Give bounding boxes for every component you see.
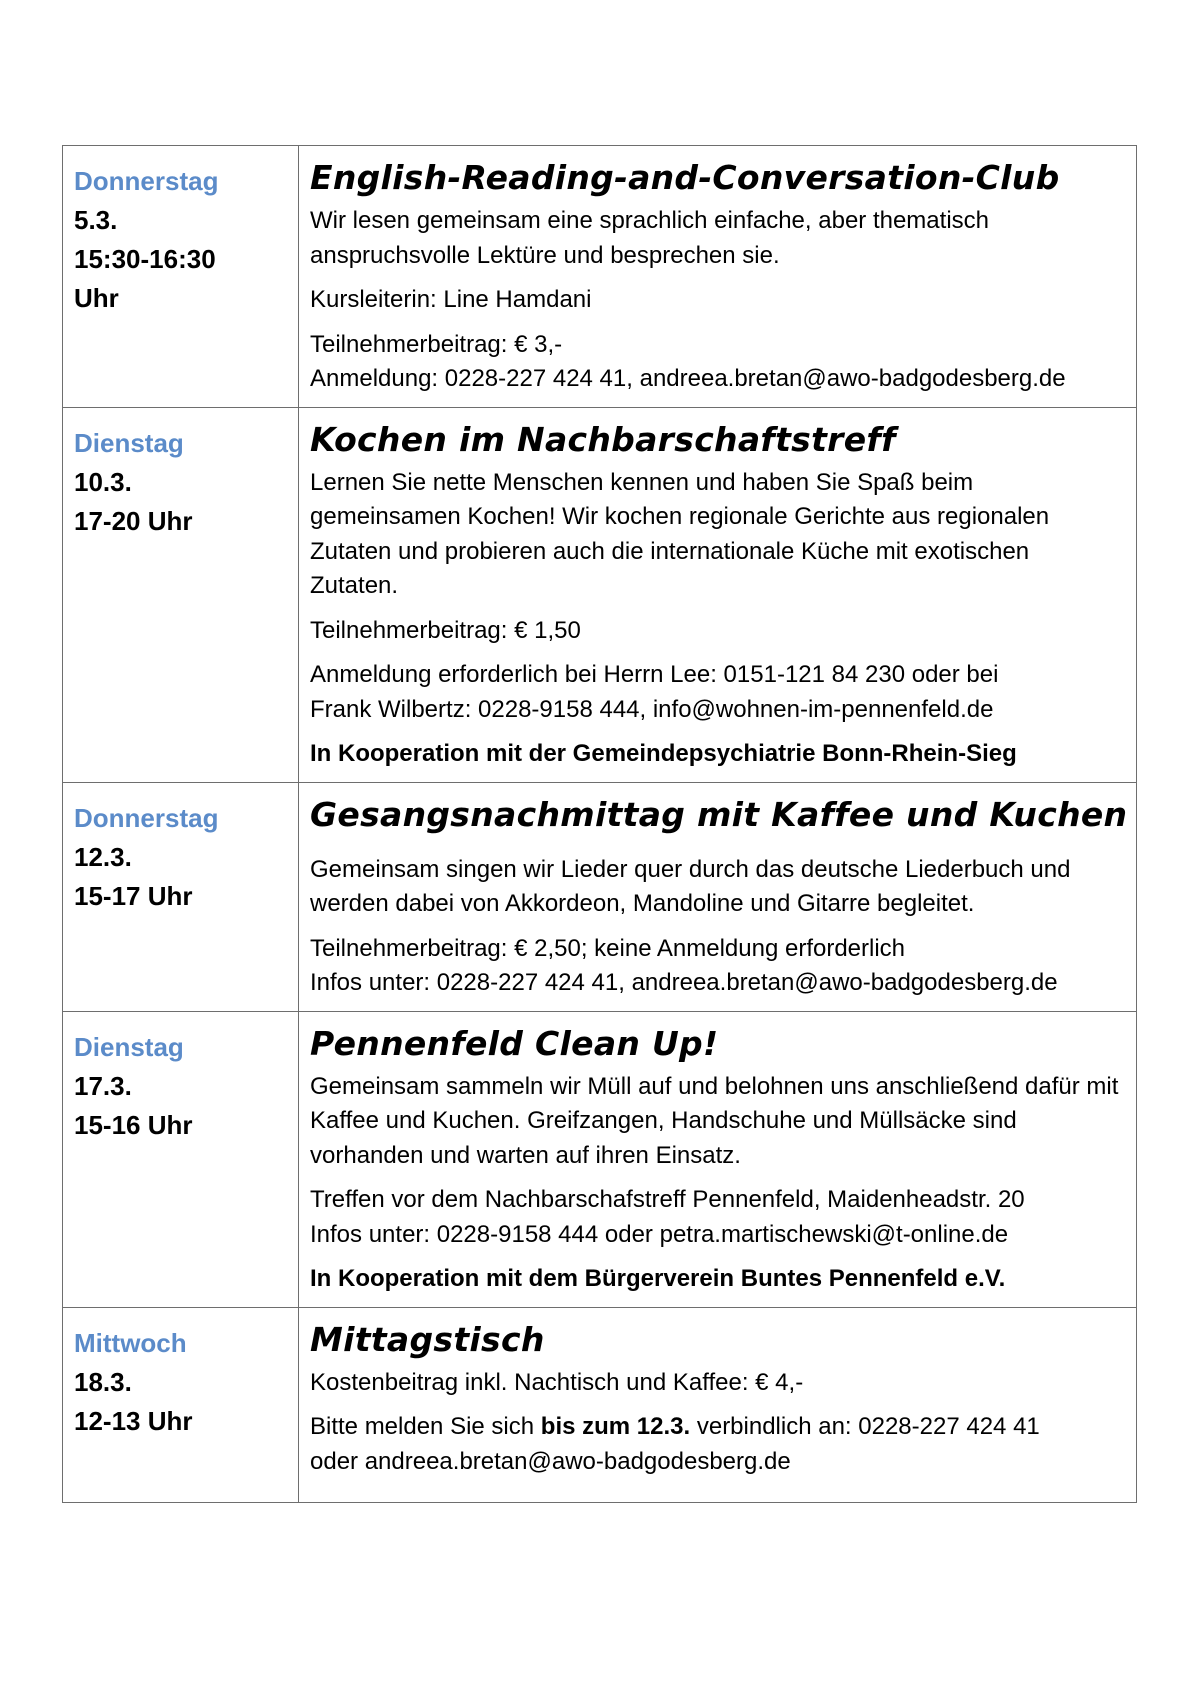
event-signup (310, 1410, 1122, 1445)
event-fee: Teilnehmerbeitrag: € 2,50; keine Anmeldung erforderlich (310, 934, 906, 962)
event-time-suffix: Uhr (74, 283, 119, 313)
event-title: Pennenfeld Clean Up! (310, 1023, 719, 1063)
event-fee: Kostenbeitrag inkl. Nachtisch und Kaffee: € 4,- (310, 1368, 804, 1396)
event-date-cell (63, 1307, 299, 1502)
event-description: Gemeinsam sammeln wir Müll auf und belohnen uns anschließend dafür mit Kaffee und Kuchen. Greifzangen, Handschuhe und Müllsäcke sind vorhanden und warten auf ihren Einsatz. (310, 1072, 1119, 1169)
event-cooperation: In Kooperation mit der Gemeindepsychiatrie Bonn-Rhein-Sieg (310, 740, 1017, 767)
event-details-cell (299, 407, 1137, 782)
event-time: 17-20 Uhr (74, 505, 193, 536)
event-weekday: Dienstag (74, 1031, 184, 1062)
event-row (63, 782, 1137, 1011)
event-contact-continued: Frank Wilbertz: 0228-9158 444, info@wohnen-im-pennenfeld.de (310, 695, 994, 723)
event-leader: Kursleiterin: Line Hamdani (310, 286, 592, 313)
event-date: 10.3. (74, 466, 132, 497)
event-date-cell (63, 1011, 299, 1307)
event-meeting-point: Treffen vor dem Nachbarschafstreff Pennenfeld, Maidenheadstr. 20 (310, 1186, 1025, 1213)
event-weekday: Donnerstag (74, 166, 219, 196)
event-title: Mittagstisch (310, 1319, 545, 1359)
event-signup-email: oder andreea.bretan@awo-badgodesberg.de (310, 1447, 791, 1475)
event-details-cell (299, 146, 1137, 408)
event-description: Gemeinsam singen wir Lieder quer durch das deutsche Liederbuch und werden dabei von Akkordeon, Mandoline und Gitarre begleitet. (310, 855, 1071, 917)
event-fee: Teilnehmerbeitrag: € 1,50 (310, 616, 581, 644)
event-date: 18.3. (74, 1366, 132, 1397)
event-date: 12.3. (74, 841, 132, 872)
event-date: 17.3. (74, 1070, 132, 1101)
event-date-cell (63, 407, 299, 782)
event-time: 15-16 Uhr (74, 1109, 193, 1140)
event-schedule-table (62, 145, 1137, 1503)
event-details-cell (299, 1011, 1137, 1307)
event-contact: Infos unter: 0228-227 424 41, andreea.bretan@awo-badgodesberg.de (310, 969, 1058, 996)
event-row (63, 407, 1137, 782)
event-description: Lernen Sie nette Menschen kennen und haben Sie Spaß beim gemeinsamen Kochen! Wir kochen regionale Gerichte aus regionalen Zutaten und probieren auch die internationale Küche mit exotischen Zutaten. (310, 468, 1050, 599)
event-row (63, 1011, 1137, 1307)
event-description: Wir lesen gemeinsam eine sprachlich einfache, aber thematisch anspruchsvolle Lektüre und besprechen sie. (310, 207, 989, 269)
event-date-cell (63, 146, 299, 408)
event-weekday: Donnerstag (74, 802, 219, 833)
event-signup-contact: verbindlich an: 0228-227 424 41 (690, 1413, 1040, 1440)
event-row (63, 146, 1137, 408)
event-signup-deadline: bis zum 12.3. (540, 1413, 691, 1440)
event-time: 15:30-16:30 (74, 244, 216, 274)
event-date-cell (63, 782, 299, 1011)
event-contact: Infos unter: 0228-9158 444 oder petra.martischewski@t-online.de (310, 1220, 1009, 1248)
event-details-cell (299, 782, 1137, 1011)
event-time: 12-13 Uhr (74, 1405, 193, 1436)
event-contact: Anmeldung: 0228-227 424 41, andreea.bretan@awo-badgodesberg.de (310, 365, 1066, 392)
event-details-cell (299, 1307, 1137, 1502)
event-contact: Anmeldung erforderlich bei Herrn Lee: 0151-121 84 230 oder bei (310, 661, 999, 688)
event-title: English-Reading-and-Conversation-Club (310, 158, 1060, 197)
event-weekday: Mittwoch (74, 1327, 187, 1358)
event-time: 15-17 Uhr (74, 880, 193, 911)
event-signup-text: Bitte melden Sie sich (310, 1413, 541, 1440)
event-cooperation: In Kooperation mit dem Bürgerverein Buntes Pennenfeld e.V. (310, 1265, 1006, 1292)
event-date: 5.3. (74, 205, 118, 235)
event-title: Kochen im Nachbarschaftstreff (310, 419, 896, 459)
event-weekday: Dienstag (74, 427, 184, 458)
event-title: Gesangsnachmittag mit Kaffee und Kuchen (310, 794, 1128, 834)
event-row (63, 1307, 1137, 1502)
event-fee: Teilnehmerbeitrag: € 3,- (310, 330, 563, 358)
